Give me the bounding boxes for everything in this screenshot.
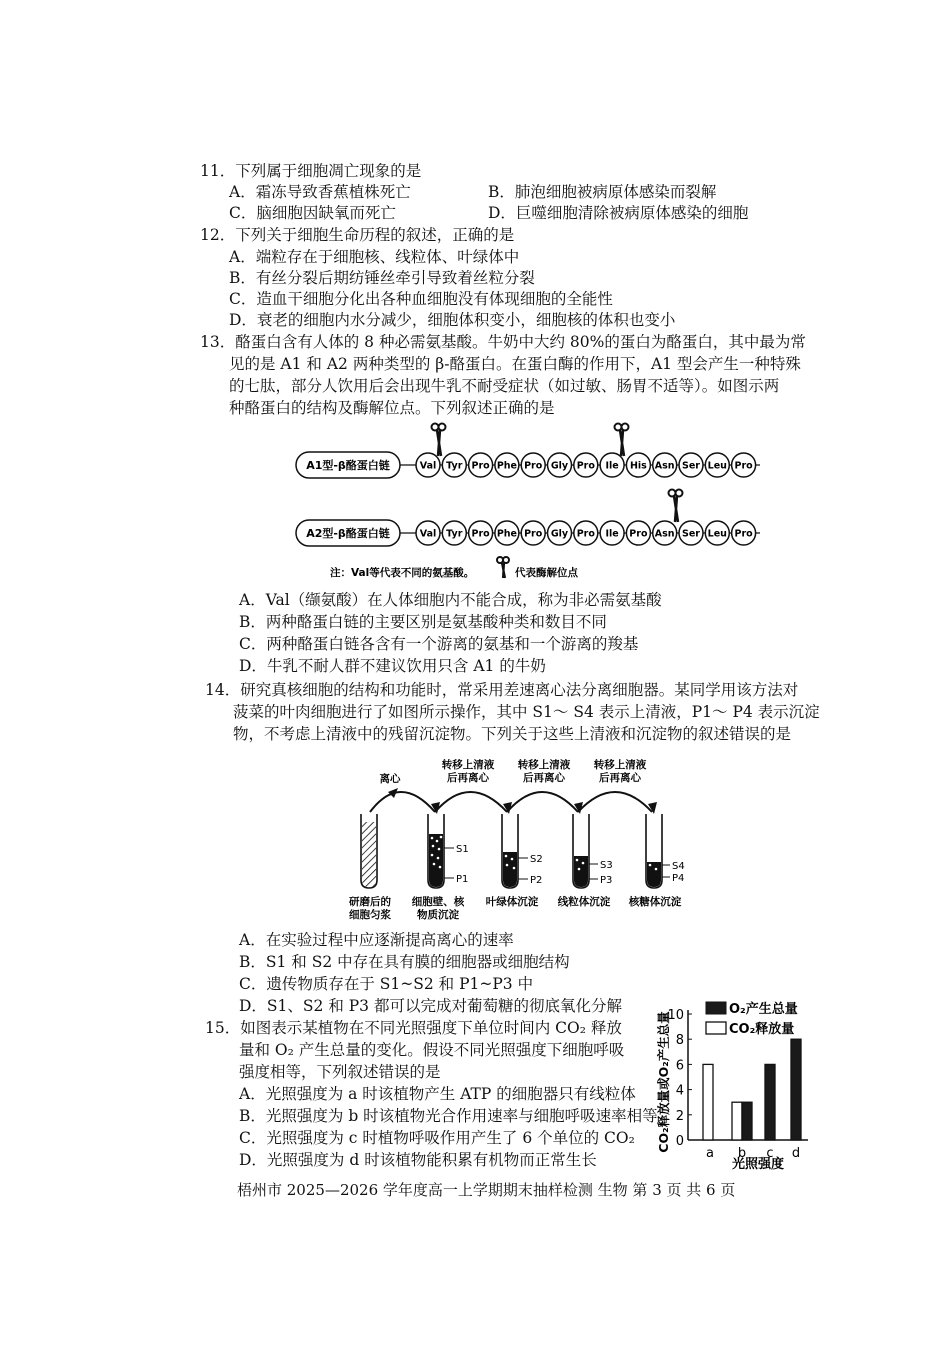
chain2-aa-label: Ile	[605, 528, 619, 540]
y-tick-label: 4	[675, 1083, 684, 1099]
chain1-aa-label: Pro	[576, 460, 595, 472]
chain2-aa-label: Pro	[524, 528, 543, 540]
chain1-aa-label: Phe	[496, 460, 517, 472]
y-tick-label: 0	[675, 1134, 684, 1149]
tube-caption: 研磨后的	[349, 896, 391, 908]
q15-option-c: C．光照强度为 c 时植物呼吸作用产生了 6 个单位的 CO₂	[239, 1129, 635, 1147]
q12-option-b: B．有丝分裂后期纺锤丝牵引导致着丝粒分裂	[229, 269, 535, 287]
x-tick-label: c	[766, 1146, 774, 1161]
chain1-aa-label: Asn	[654, 460, 675, 472]
s3-label: S3	[600, 860, 613, 871]
step-label: 后再离心	[523, 772, 565, 784]
tube-2	[502, 814, 518, 888]
q11-stem: 11．下列属于细胞凋亡现象的是	[200, 162, 422, 180]
tube-4	[646, 814, 662, 888]
p4-label: P4	[672, 873, 685, 884]
q13-option-b: B．两种酪蛋白链的主要区别是氨基酸种类和数目不同	[239, 613, 607, 631]
chain1-aa-label: Leu	[707, 460, 727, 472]
chain1-aa-label: His	[629, 460, 647, 472]
x-tick-label: d	[791, 1146, 801, 1161]
legend-swatch-o2	[706, 1002, 726, 1014]
q13-line-1: 13．酪蛋白含有人体的 8 种必需氨基酸。牛奶中大约 80%的蛋白为酪蛋白，其中最为常	[200, 333, 806, 351]
tube-3	[573, 814, 589, 888]
chart-ylabel: CO₂释放量或O₂产生总量	[656, 1011, 671, 1153]
chain1-aa-label: Val	[419, 460, 437, 472]
q15-option-b: B．光照强度为 b 时该植物光合作用速率与细胞呼吸速率相等	[239, 1107, 658, 1125]
q11-option-a: A．霜冻导致香蕉植株死亡	[229, 183, 411, 201]
x-tick-label: b	[737, 1146, 747, 1161]
chain2-aa-label: Phe	[496, 528, 517, 540]
q12-option-d: D．衰老的细胞内水分减少，细胞体积变小，细胞核的体积也变小	[229, 311, 676, 329]
diagram-note-scissor: 代表酶解位点	[515, 567, 578, 579]
tube-caption: 细胞匀浆	[349, 909, 391, 921]
chain1-aa-label: Gly	[550, 460, 569, 472]
q12-option-a: A．端粒存在于细胞核、线粒体、叶绿体中	[229, 248, 520, 266]
q15-line-3: 强度相等，下列叙述错误的是	[239, 1063, 441, 1081]
y-tick-label: 2	[675, 1108, 684, 1124]
chain2-aa-label: Pro	[629, 528, 648, 540]
chain1-aa-label: Pro	[524, 460, 543, 472]
tube-caption: 核糖体沉淀	[628, 896, 682, 908]
chain2-label: A2型-β酪蛋白链	[306, 527, 390, 540]
step-label: 后再离心	[447, 772, 489, 784]
step-label: 后再离心	[599, 772, 641, 784]
q12-stem: 12．下列关于细胞生命历程的叙述，正确的是	[200, 226, 515, 244]
legend-label-o2: O₂产生总量	[729, 1002, 798, 1017]
tube-0	[361, 814, 377, 888]
q13-line-4: 种酪蛋白的结构及酶解位点。下列叙述正确的是	[229, 399, 555, 417]
q14-option-b: B．S1 和 S2 中存在具有膜的细胞器或细胞结构	[239, 953, 570, 971]
chain2-aa-label: Leu	[707, 528, 727, 540]
chain1-aa-label: Pro	[734, 460, 753, 472]
q14-option-a: A．在实验过程中应逐渐提高离心的速率	[239, 931, 514, 949]
centrifuge-diagram	[330, 752, 700, 927]
chain1-aa-label: Ile	[605, 460, 619, 472]
q13-option-d: D．牛乳不耐人群不建议饮用只含 A1 的牛奶	[239, 657, 546, 675]
bar-o2	[791, 1039, 801, 1140]
q15-option-a: A．光照强度为 a 时该植物产生 ATP 的细胞器只有线粒体	[239, 1085, 636, 1103]
legend-label-co2: CO₂释放量	[729, 1022, 795, 1037]
chain2-aa-label: Gly	[550, 528, 569, 540]
q14-option-c: C．遗传物质存在于 S1~S2 和 P1~P3 中	[239, 975, 534, 993]
bar-co2	[732, 1102, 742, 1140]
casein-diagram	[290, 418, 770, 588]
chain2-aa-label: Asn	[654, 528, 675, 540]
tube-1	[428, 814, 444, 888]
chain2-aa-label: Ser	[682, 528, 700, 540]
diagram-note: 注：Val等代表不同的氨基酸。	[330, 567, 475, 579]
legend-swatch-co2	[706, 1022, 726, 1034]
q11-option-b: B．肺泡细胞被病原体感染而裂解	[488, 183, 717, 201]
step-label: 离心	[379, 773, 401, 785]
chain1-aa-label: Ser	[682, 460, 700, 472]
chain1-aa-label: Pro	[471, 460, 490, 472]
q13-line-3: 的七肽，部分人饮用后会出现牛乳不耐受症状（如过敏、肠胃不适等）。如图示两	[229, 377, 780, 395]
bar-co2	[703, 1064, 713, 1140]
chain2-aa-label: Val	[419, 528, 437, 540]
chain2-aa-label: Pro	[734, 528, 753, 540]
chart-xlabel: 光照强度	[731, 1157, 785, 1172]
scissors-icon	[669, 490, 683, 523]
q15-line-2: 量和 O₂ 产生总量的变化。假设不同光照强度下细胞呼吸	[239, 1041, 625, 1059]
tube-caption: 物质沉淀	[417, 909, 459, 921]
q13-line-2: 见的是 A1 和 A2 两种类型的 β-酪蛋白。在蛋白酶的作用下，A1 型会产生一种特殊	[229, 355, 801, 373]
bar-o2	[742, 1102, 752, 1140]
q13-option-c: C．两种酪蛋白链各含有一个游离的氨基和一个游离的羧基	[239, 635, 639, 653]
y-tick-label: 6	[675, 1058, 684, 1074]
step-label: 转移上清液	[593, 759, 647, 771]
bar-o2	[765, 1064, 775, 1140]
y-tick-label: 10	[667, 1008, 684, 1023]
scissors-icon	[432, 424, 446, 457]
step-label: 转移上清液	[517, 759, 571, 771]
chain1-aa-label: Tyr	[446, 460, 463, 472]
p1-label: P1	[456, 874, 469, 885]
tube-caption: 叶绿体沉淀	[485, 896, 539, 908]
q14-line-1: 14．研究真核细胞的结构和功能时，常采用差速离心法分离细胞器。某同学用该方法对	[205, 681, 799, 699]
q11-option-c: C．脑细胞因缺氧而死亡	[229, 204, 396, 222]
chain2-aa-label: Pro	[576, 528, 595, 540]
q14-line-2: 菠菜的叶肉细胞进行了如图所示操作，其中 S1～ S4 表示上清液，P1～ P4 表示沉淀	[233, 703, 820, 721]
q14-option-d: D．S1、S2 和 P3 都可以完成对葡萄糖的彻底氧化分解	[239, 997, 622, 1015]
q15-option-d: D．光照强度为 d 时该植物能积累有机物而正常生长	[239, 1151, 597, 1169]
chain2-aa-label: Pro	[471, 528, 490, 540]
chain1-label: A1型-β酪蛋白链	[306, 459, 390, 472]
y-tick-label: 8	[675, 1033, 684, 1049]
scissors-icon	[615, 424, 629, 457]
x-tick-label: a	[706, 1146, 714, 1161]
q11-option-d: D．巨噬细胞清除被病原体感染的细胞	[488, 204, 749, 222]
step-label: 转移上清液	[441, 759, 495, 771]
q13-option-a: A．Val（缬氨酸）在人体细胞内不能合成，称为非必需氨基酸	[239, 591, 662, 609]
page-footer: 梧州市 2025—2026 学年度高一上学期期末抽样检测 生物 第 3 页 共 6 页	[237, 1181, 736, 1199]
s1-label: S1	[456, 844, 469, 855]
o2-co2-bar-chart	[648, 990, 818, 1175]
chain2-aa-label: Tyr	[446, 528, 463, 540]
p3-label: P3	[600, 875, 613, 886]
p2-label: P2	[530, 875, 543, 886]
s4-label: S4	[672, 861, 685, 872]
q15-line-1: 15．如图表示某植物在不同光照强度下单位时间内 CO₂ 释放	[205, 1019, 622, 1037]
tube-caption: 细胞壁、核	[411, 896, 465, 908]
tube-caption: 线粒体沉淀	[557, 896, 611, 908]
s2-label: S2	[530, 854, 543, 865]
q14-line-3: 物，不考虑上清液中的残留沉淀物。下列关于这些上清液和沉淀物的叙述错误的是	[233, 725, 792, 743]
q12-option-c: C．造血干细胞分化出各种血细胞没有体现细胞的全能性	[229, 290, 613, 308]
scissors-icon	[497, 557, 509, 578]
